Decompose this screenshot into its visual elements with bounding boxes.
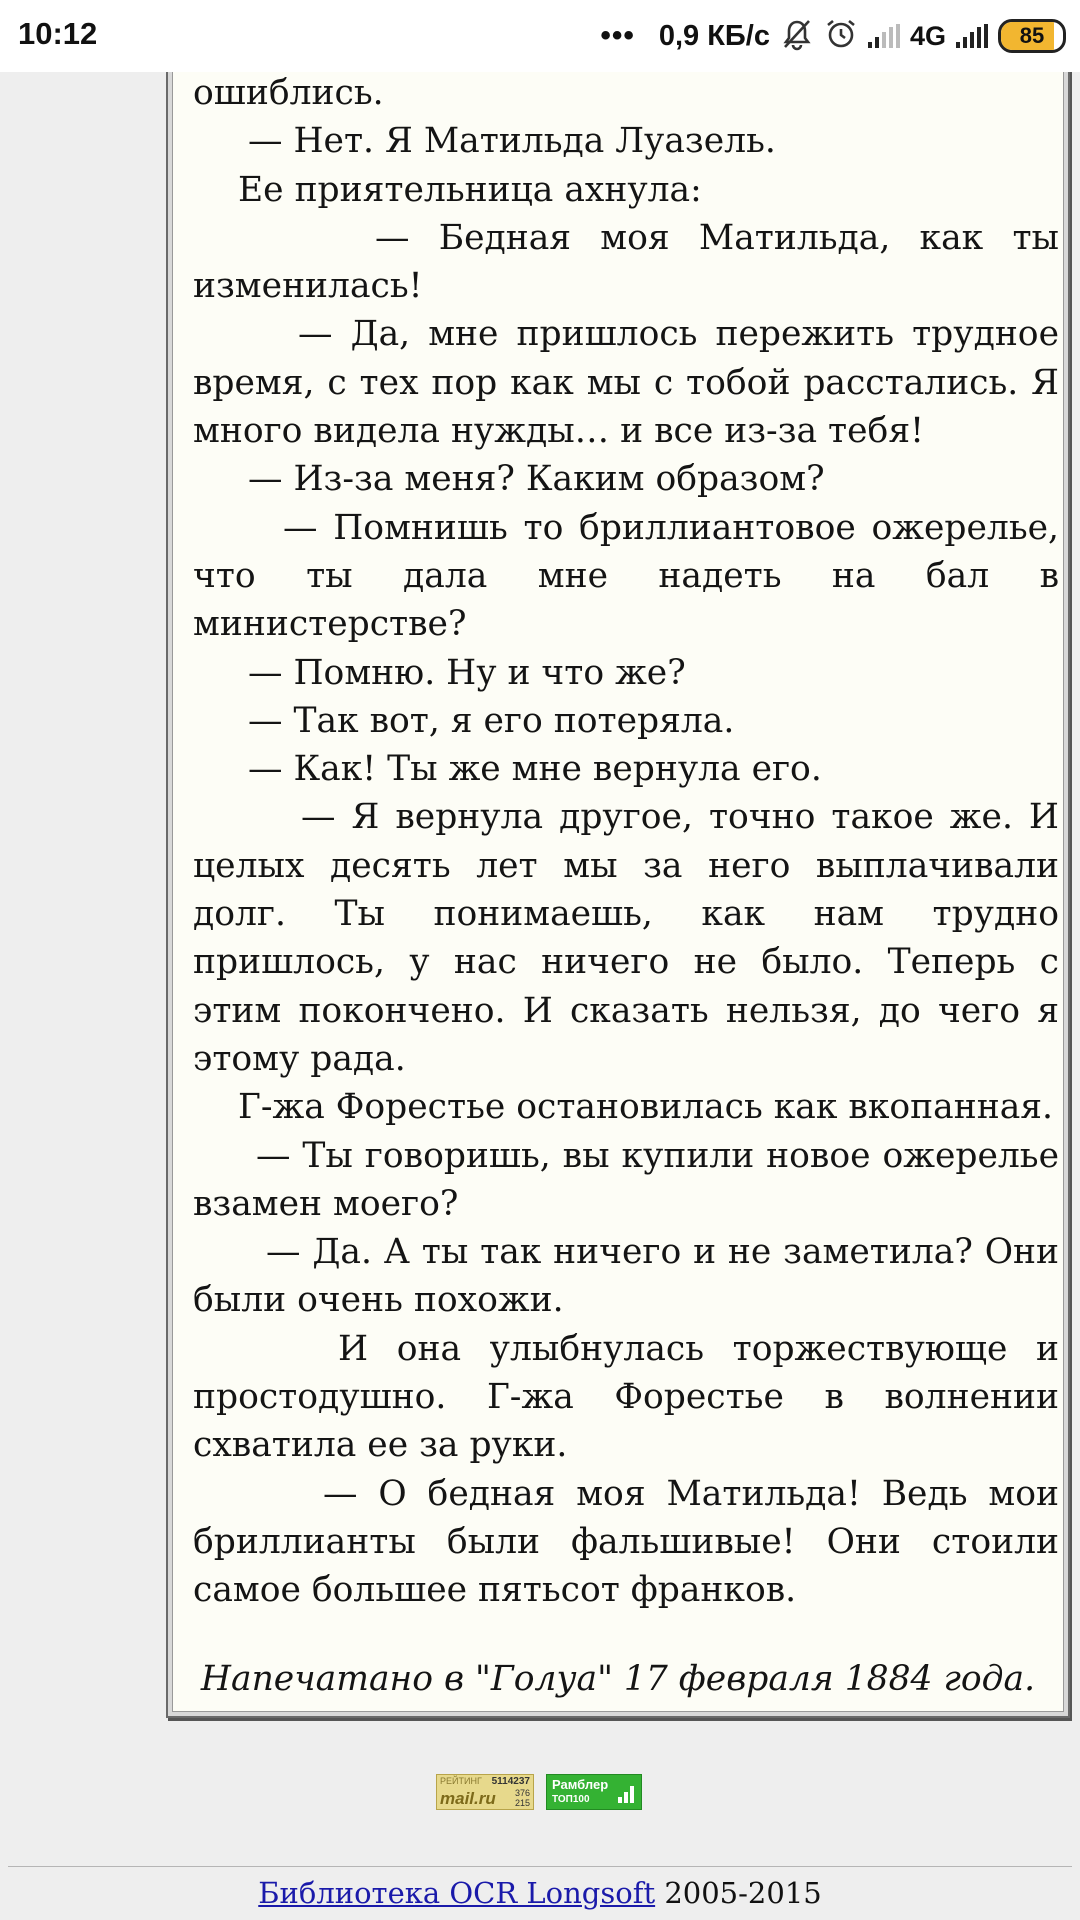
book-paragraph: — Да, мне пришлось пережить трудное время, с тех пор как мы с тобой расстались. Я много видела нужды… и все из-за тебя! [193,314,1059,452]
network-speed: 0,9 КБ/с [658,19,770,52]
counter-today: 376 [514,1788,530,1798]
clock: 10:12 [18,16,98,51]
library-link[interactable]: Библиотека OCR Longsoft [258,1876,656,1910]
rambler-label: Рамблер [552,1777,609,1792]
book-paragraph: — Я вернула другое, точно такое же. И целых десять лет мы за него выплачивали долг. Ты понимаешь, как нам трудно пришлось, у нас ничего не было. Теперь с этим покончено. И сказать нельзя, до чего я этому рада. [193,797,1059,1079]
book-page [166,40,1070,1718]
book-page-inner [172,46,1064,1712]
signal-icon [868,24,900,48]
book-paragraph: — Да. А ты так ничего и не заметила? Они были очень похожи. [193,1232,1059,1321]
bar-chart-icon [618,1786,634,1803]
book-text [193,69,1059,1615]
divider [8,1866,1072,1867]
book-paragraph: — О бедная моя Матильда! Ведь мои бриллианты были фальшивые! Они стоили самое большее пятьсот франков. [193,1473,1059,1611]
book-paragraph: — Ты говоришь, вы купили новое ожерелье взамен моего? [193,1135,1059,1224]
mailru-counter[interactable] [436,1774,534,1810]
signal-icon [956,24,988,48]
book-paragraph: — Помню. Ну и что же? [248,652,686,693]
book-paragraph: ошиблись. [193,73,384,113]
site-footer [0,1876,1080,1910]
book-paragraph: — Из-за меня? Каким образом? [248,459,825,500]
book-paragraph: — Как! Ты же мне вернула его. [248,749,822,790]
web-counters [436,1774,642,1810]
counter-label: РЕЙТИНГ [440,1776,482,1786]
network-type: 4G [909,20,946,51]
book-paragraph: Ее приятельница ахнула: [238,169,702,210]
book-paragraph: — Нет. Я Матильда Луазель. [248,121,776,162]
rambler-top100-counter[interactable] [546,1774,642,1810]
counter-brand: mail.ru [440,1789,496,1808]
book-paragraph: И она улыбнулась торжествующе и простодушно. Г-жа Форестье в волнении схватила ее за руки. [193,1328,1059,1466]
book-paragraph: — Так вот, я его потеряла. [248,700,735,741]
book-paragraph: — Помнишь то бриллиантовое ожерелье, что ты дала мне надеть на бал в министерстве? [193,507,1059,645]
battery-icon [998,19,1066,53]
mute-bell-icon [780,17,814,56]
status-icons [600,14,1066,58]
counter-hits: 5114237 [491,1776,530,1787]
book-paragraph: Г-жа Форестье остановилась как вкопанная. [238,1087,1054,1128]
book-paragraph: — Бедная моя Матильда, как ты изменилась! [193,217,1059,307]
alarm-icon [824,17,858,56]
rambler-sub-label: ТОП100 [552,1794,590,1805]
counter-online: 215 [514,1798,530,1808]
more-notifications-icon: ••• [600,19,635,52]
publication-note: Напечатано в "Голуа" 17 февраля 1884 года. [200,1659,1036,1699]
status-bar [0,0,1080,72]
battery-level: 85 [1019,23,1045,48]
copyright-years: 2005-2015 [655,1876,822,1910]
